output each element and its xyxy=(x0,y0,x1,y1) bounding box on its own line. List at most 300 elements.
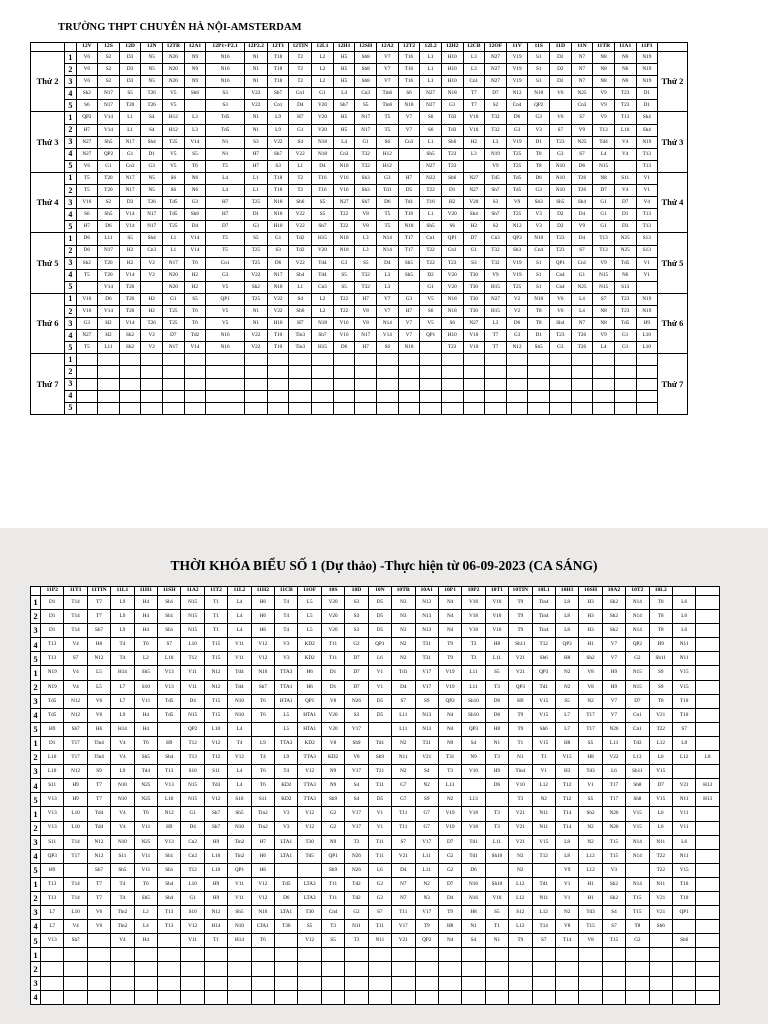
class-header: 10TIN xyxy=(509,587,532,596)
table-cell: H9 xyxy=(509,694,532,708)
table-cell xyxy=(181,990,204,1004)
table-cell: S5 xyxy=(298,920,321,934)
table-cell xyxy=(696,948,719,962)
table-cell xyxy=(184,390,206,402)
table-cell: T21 xyxy=(368,765,391,779)
table-cell: L1 xyxy=(420,52,442,64)
class-header: 12A1 xyxy=(184,43,206,52)
table-cell: D5 xyxy=(368,793,391,807)
table-cell: N2 xyxy=(392,765,415,779)
table-cell: Td5 xyxy=(158,694,181,708)
class-header: 11T1 xyxy=(64,587,87,596)
table-cell xyxy=(392,976,415,990)
table-cell: G1 xyxy=(614,342,636,354)
class-header: 10P2 xyxy=(462,587,485,596)
table-cell: H12 xyxy=(163,124,185,136)
table-cell: V20 xyxy=(463,197,485,209)
table-cell: V16 xyxy=(76,197,98,209)
table-cell: QP1 xyxy=(321,849,344,863)
table-cell: N17 xyxy=(119,185,141,197)
table-cell: QP1 xyxy=(228,863,251,877)
table-cell: G3 xyxy=(184,197,206,209)
table-cell: S3 xyxy=(206,88,245,100)
period-number: 3 xyxy=(65,136,76,148)
period-number: 4 xyxy=(31,638,41,652)
table-cell: N17 xyxy=(141,209,163,221)
table-cell xyxy=(87,990,110,1004)
table-cell: Sh8 xyxy=(626,793,649,807)
table-cell: S9 xyxy=(649,680,672,694)
table-cell: N2 xyxy=(555,906,578,920)
table-cell xyxy=(485,390,507,402)
table-cell xyxy=(141,402,163,414)
table-cell xyxy=(420,342,442,354)
table-cell: L12 xyxy=(649,736,672,750)
table-cell: T12 xyxy=(204,751,227,765)
table-cell: S5 xyxy=(485,666,508,680)
period-number: 5 xyxy=(31,863,41,877)
table-cell: T1 xyxy=(204,934,227,948)
table-cell: Sh6 xyxy=(532,652,555,666)
table-cell: N1 xyxy=(244,305,267,317)
table-cell: V1 xyxy=(368,680,391,694)
table-cell xyxy=(696,821,719,835)
table-cell: Sh1 xyxy=(158,624,181,638)
table-cell: Sh4 xyxy=(141,136,163,148)
table-cell: N1 xyxy=(244,318,267,330)
table-cell: V15 xyxy=(626,807,649,821)
table-cell xyxy=(275,948,298,962)
table-cell: L10 xyxy=(614,124,636,136)
table-cell: H7 xyxy=(76,221,98,233)
table-cell: T5 xyxy=(206,233,245,245)
period-number: 2 xyxy=(65,64,76,76)
table-cell: Tin2 xyxy=(111,906,134,920)
table-cell: T9 xyxy=(509,708,532,722)
table-cell: V12 xyxy=(251,877,274,891)
table-cell: Cn3 xyxy=(355,88,377,100)
table-cell: H15 xyxy=(485,281,507,293)
table-cell xyxy=(181,948,204,962)
table-cell: QP3 xyxy=(506,233,528,245)
table-cell: Cn4 xyxy=(550,269,572,281)
table-cell xyxy=(636,390,658,402)
table-cell: D6 xyxy=(462,863,485,877)
table-cell xyxy=(602,990,625,1004)
table-cell: Sh11 xyxy=(509,638,532,652)
table-cell xyxy=(602,948,625,962)
table-cell: N27 xyxy=(485,52,507,64)
table-cell xyxy=(532,990,555,1004)
class-header: 11TIN xyxy=(87,587,110,596)
table-cell: V6 xyxy=(76,64,98,76)
table-cell xyxy=(636,378,658,390)
table-cell: Td4 xyxy=(87,807,110,821)
table-cell: T5 xyxy=(377,221,399,233)
table-cell xyxy=(532,948,555,962)
table-cell xyxy=(398,160,420,172)
table-cell: V4 xyxy=(614,185,636,197)
table-cell: V10 xyxy=(509,779,532,793)
table-cell: L9 xyxy=(111,596,134,610)
table-cell: V13 xyxy=(158,835,181,849)
table-cell: N6 xyxy=(614,64,636,76)
table-cell: QP2 xyxy=(415,934,438,948)
table-cell: V8 xyxy=(355,209,377,221)
table-cell xyxy=(392,962,415,976)
table-cell: S5 xyxy=(555,694,578,708)
table-cell xyxy=(76,402,98,414)
table-cell: L6 xyxy=(672,610,695,624)
table-cell: T2 xyxy=(289,52,312,64)
table-cell xyxy=(672,990,695,1004)
table-cell xyxy=(275,976,298,990)
table-cell: L13 xyxy=(438,779,461,793)
table-cell: S13 xyxy=(636,245,658,257)
table-cell: T31 xyxy=(415,638,438,652)
table-cell xyxy=(377,366,399,378)
table-cell: Sh5 xyxy=(528,342,550,354)
table-cell: V2 xyxy=(506,305,528,317)
table-cell: S11 xyxy=(41,779,64,793)
table-cell xyxy=(275,962,298,976)
table-cell: V21 xyxy=(392,934,415,948)
class-header: 11TR xyxy=(593,43,615,52)
table-cell: T13 xyxy=(636,221,658,233)
table-cell: Td4 xyxy=(593,136,615,148)
table-cell xyxy=(506,390,528,402)
table-cell: L1 xyxy=(244,185,267,197)
table-cell: V16 xyxy=(333,172,355,184)
table-cell: H9 xyxy=(204,877,227,891)
table-cell: N8 xyxy=(593,76,615,88)
table-cell: S6 xyxy=(76,100,98,112)
table-cell: D4 xyxy=(392,863,415,877)
table-cell: T22 xyxy=(333,293,355,305)
table-cell: T13 xyxy=(593,124,615,136)
table-cell xyxy=(267,354,289,366)
table-cell: T12 xyxy=(181,863,204,877)
table-cell: T5 xyxy=(206,245,245,257)
table-cell: D4 xyxy=(181,821,204,835)
table-cell: Td1 xyxy=(462,835,485,849)
table-cell: S2 xyxy=(485,221,507,233)
table-cell: N12 xyxy=(64,694,87,708)
table-cell: L12 xyxy=(579,863,602,877)
table-cell: S5 xyxy=(184,148,206,160)
table-cell: V12 xyxy=(251,638,274,652)
table-cell: V1 xyxy=(368,807,391,821)
table-cell: L7 xyxy=(555,722,578,736)
table-cell: Sh7 xyxy=(485,209,507,221)
table-cell xyxy=(119,402,141,414)
table-cell: T5 xyxy=(377,124,399,136)
table-cell: V6 xyxy=(550,88,572,100)
table-cell: L10 xyxy=(636,330,658,342)
table-cell: V14 xyxy=(184,233,206,245)
table-cell: D1 xyxy=(636,88,658,100)
table-cell xyxy=(420,354,442,366)
table-cell: Sh4 xyxy=(463,209,485,221)
table-cell: V16 xyxy=(333,330,355,342)
table-cell: Tin4 xyxy=(532,610,555,624)
class-header: 10N xyxy=(368,587,391,596)
class-header: 11T2 xyxy=(204,587,227,596)
timetable-bottom xyxy=(30,586,720,1005)
table-cell xyxy=(345,976,368,990)
table-cell xyxy=(614,366,636,378)
table-cell: V22 xyxy=(289,257,312,269)
table-cell: KD2 xyxy=(298,736,321,750)
table-cell: D6 xyxy=(76,245,98,257)
table-cell: T11 xyxy=(392,807,415,821)
table-cell: T6 xyxy=(184,305,206,317)
table-cell xyxy=(550,100,572,112)
table-cell: H6 xyxy=(298,666,321,680)
table-cell xyxy=(275,863,298,877)
day-label-right: Thứ 3 xyxy=(658,112,688,172)
table-cell: V22 xyxy=(267,293,289,305)
table-cell: V10 xyxy=(463,112,485,124)
table-cell xyxy=(141,390,163,402)
table-cell: S1 xyxy=(528,257,550,269)
table-cell xyxy=(275,990,298,1004)
table-cell: Sh2 xyxy=(602,624,625,638)
period-number: 5 xyxy=(31,722,41,736)
table-cell: T6 xyxy=(251,765,274,779)
class-header: 10L2 xyxy=(649,587,672,596)
table-cell: T7 xyxy=(485,330,507,342)
table-cell: Td3 xyxy=(579,906,602,920)
table-cell: TTA3 xyxy=(298,793,321,807)
table-cell: T23 xyxy=(441,342,463,354)
table-cell xyxy=(204,990,227,1004)
table-cell: N15 xyxy=(626,666,649,680)
table-cell: H8 xyxy=(485,638,508,652)
table-cell xyxy=(184,354,206,366)
table-cell xyxy=(528,390,550,402)
table-cell: D1 xyxy=(141,148,163,160)
table-cell xyxy=(593,390,615,402)
table-cell: D6 xyxy=(333,342,355,354)
table-cell xyxy=(528,354,550,366)
table-cell: T10 xyxy=(267,342,289,354)
table-cell: T3 xyxy=(321,920,344,934)
table-cell: D7 xyxy=(163,330,185,342)
table-cell: V1 xyxy=(368,666,391,680)
table-cell: T14 xyxy=(64,610,87,624)
table-cell: D7 xyxy=(593,185,615,197)
table-cell: Tin4 xyxy=(532,624,555,638)
table-cell: L4 xyxy=(333,88,355,100)
table-cell: S3 xyxy=(345,708,368,722)
table-cell: N13 xyxy=(415,610,438,624)
table-cell: N12 xyxy=(87,652,110,666)
table-cell xyxy=(485,990,508,1004)
table-cell xyxy=(571,402,593,414)
table-cell: N7 xyxy=(571,64,593,76)
table-cell xyxy=(267,378,289,390)
table-cell: V20 xyxy=(312,100,334,112)
class-header: 10T2 xyxy=(626,587,649,596)
table-cell xyxy=(111,962,134,976)
table-cell: H8 xyxy=(555,736,578,750)
table-cell: T13 xyxy=(593,233,615,245)
table-cell: T6 xyxy=(251,779,274,793)
table-cell: L10 xyxy=(181,877,204,891)
table-cell: T4 xyxy=(251,751,274,765)
table-cell: T3 xyxy=(485,807,508,821)
table-cell: T14 xyxy=(64,835,87,849)
table-cell: V11 xyxy=(181,666,204,680)
class-header: 12A2 xyxy=(377,43,399,52)
class-header: 11V xyxy=(506,43,528,52)
table-cell: H4 xyxy=(134,722,157,736)
table-cell: D7 xyxy=(485,88,507,100)
table-cell xyxy=(119,366,141,378)
table-cell: V12 xyxy=(298,934,321,948)
table-cell xyxy=(251,722,274,736)
table-cell: T8 xyxy=(528,305,550,317)
table-cell: V1 xyxy=(555,891,578,905)
class-header: 12P1+P2.1 xyxy=(206,43,245,52)
table-cell: S5 xyxy=(355,257,377,269)
table-cell: H7 xyxy=(398,172,420,184)
table-cell: Sh1 xyxy=(158,849,181,863)
table-cell xyxy=(528,378,550,390)
table-cell xyxy=(555,948,578,962)
table-cell: S1 xyxy=(528,76,550,88)
table-cell: V6 xyxy=(76,160,98,172)
table-cell: L2 xyxy=(134,906,157,920)
class-header: 11A2 xyxy=(181,587,204,596)
table-cell: T18 xyxy=(267,172,289,184)
table-cell xyxy=(438,990,461,1004)
table-cell: T11 xyxy=(321,652,344,666)
table-cell: T5 xyxy=(76,342,98,354)
class-header: 10A2 xyxy=(602,587,625,596)
table-cell: N19 xyxy=(636,64,658,76)
table-cell: N11 xyxy=(649,835,672,849)
table-cell xyxy=(672,976,695,990)
table-cell: T8 xyxy=(649,610,672,624)
table-cell: H7 xyxy=(289,112,312,124)
table-cell: S6 xyxy=(377,342,399,354)
period-number: 3 xyxy=(65,76,76,88)
table-cell: T30 xyxy=(463,269,485,281)
table-cell: L11 xyxy=(485,835,508,849)
table-cell: Sh6 xyxy=(649,920,672,934)
table-cell xyxy=(321,990,344,1004)
period-number: 1 xyxy=(31,666,41,680)
table-cell xyxy=(76,354,98,366)
table-cell xyxy=(696,976,719,990)
table-cell: QP1 xyxy=(550,257,572,269)
table-cell: V22 xyxy=(289,148,312,160)
table-cell: D2 xyxy=(550,76,572,88)
table-cell xyxy=(64,948,87,962)
table-cell xyxy=(98,390,120,402)
table-cell: V21 xyxy=(509,807,532,821)
table-cell: N15 xyxy=(626,680,649,694)
table-cell: N13 xyxy=(415,708,438,722)
table-cell: N1 xyxy=(462,920,485,934)
period-number: 4 xyxy=(65,88,76,100)
table-cell: D1 xyxy=(41,596,64,610)
table-cell: G3 xyxy=(528,185,550,197)
period-number: 1 xyxy=(65,354,76,366)
table-cell: H2 xyxy=(463,221,485,233)
table-cell: L11 xyxy=(98,342,120,354)
table-cell: N10 xyxy=(550,172,572,184)
table-cell: N2 xyxy=(555,666,578,680)
table-cell: T3 xyxy=(462,638,485,652)
table-cell xyxy=(398,148,420,160)
table-cell: N12 xyxy=(158,807,181,821)
table-cell xyxy=(420,390,442,402)
table-cell: V17 xyxy=(345,821,368,835)
table-cell: N13 xyxy=(415,596,438,610)
table-cell: L4 xyxy=(571,293,593,305)
blank-corner xyxy=(31,43,65,52)
table-cell: H6 xyxy=(251,624,274,638)
table-cell xyxy=(345,948,368,962)
table-cell: H9 xyxy=(158,821,181,835)
table-cell: V3 xyxy=(528,124,550,136)
table-cell: N18 xyxy=(398,100,420,112)
table-cell: L10 xyxy=(41,765,64,779)
period-number: 3 xyxy=(65,318,76,330)
table-cell xyxy=(244,354,267,366)
table-cell: T11 xyxy=(368,835,391,849)
table-cell: N9 xyxy=(184,52,206,64)
table-cell xyxy=(184,366,206,378)
table-cell: D5 xyxy=(368,624,391,638)
table-cell: T26 xyxy=(141,88,163,100)
table-cell xyxy=(119,390,141,402)
table-cell: Cn1 xyxy=(206,257,245,269)
table-cell: D7 xyxy=(649,779,672,793)
class-header: 10P1 xyxy=(438,587,461,596)
table-cell: Sh2 xyxy=(602,891,625,905)
table-cell: H2 xyxy=(184,281,206,293)
table-cell: L12 xyxy=(532,779,555,793)
table-cell xyxy=(251,962,274,976)
table-cell: T15 xyxy=(204,694,227,708)
table-cell: V14 xyxy=(184,342,206,354)
table-cell: S5 xyxy=(355,100,377,112)
day-label: Thứ 2 xyxy=(31,52,65,112)
table-cell: V11 xyxy=(134,694,157,708)
table-cell: S1 xyxy=(528,269,550,281)
table-cell xyxy=(696,736,719,750)
table-cell: Cn3 xyxy=(119,160,141,172)
period-number: 4 xyxy=(65,390,76,402)
table-cell: T15 xyxy=(626,891,649,905)
table-cell: T13 xyxy=(158,765,181,779)
table-cell xyxy=(98,366,120,378)
table-cell: T23 xyxy=(614,293,636,305)
table-cell xyxy=(158,934,181,948)
table-cell: T26 xyxy=(571,185,593,197)
table-cell: D4 xyxy=(289,100,312,112)
table-cell: QP1 xyxy=(420,330,442,342)
table-cell: H12 xyxy=(163,112,185,124)
table-cell: N12 xyxy=(64,708,87,722)
table-cell xyxy=(532,962,555,976)
table-cell: H10 xyxy=(267,318,289,330)
table-cell: H7 xyxy=(244,148,267,160)
